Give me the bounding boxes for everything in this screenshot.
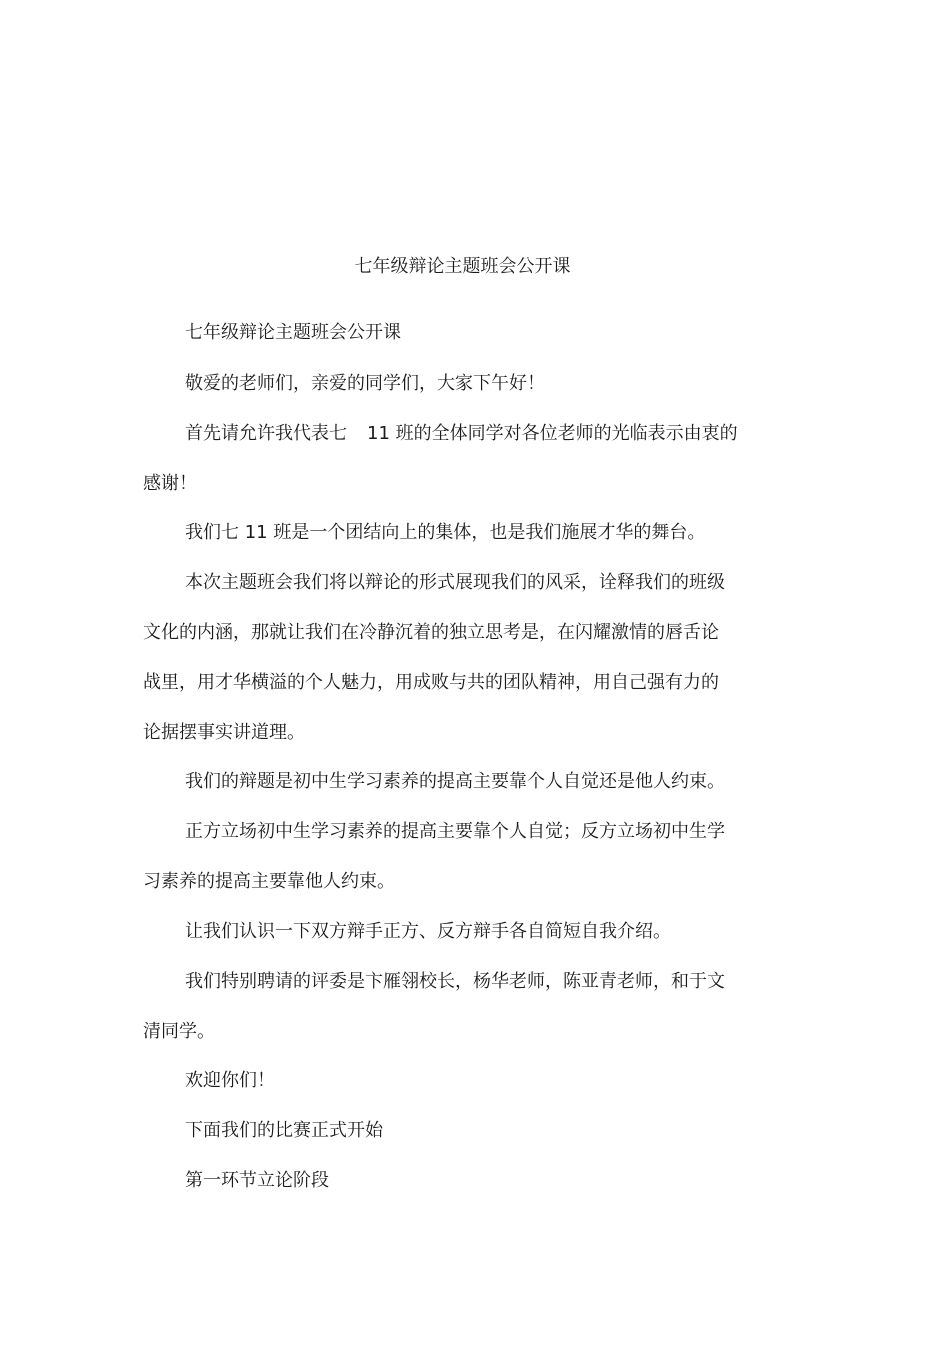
paragraph-line: 本次主题班会我们将以辩论的形式展现我们的风采，诠释我们的班级 (185, 572, 725, 593)
paragraph-line: 让我们认识一下双方辩手正方、反方辩手各自简短自我介绍。 (185, 921, 671, 942)
paragraph-line: 我们七 11 班是一个团结向上的集体，也是我们施展才华的舞台。 (185, 522, 706, 543)
text-segment: 首先请允许我代表七 (185, 423, 347, 444)
paragraph-line: 欢迎你们！ (185, 1070, 275, 1091)
paragraph-line (143, 421, 825, 447)
paragraph-line: 第一环节立论阶段 (185, 1170, 329, 1191)
paragraph-line: 感谢！ (143, 473, 197, 494)
paragraph-line: 敬爱的老师们，亲爱的同学们，大家下午好！ (185, 373, 545, 394)
document-title: 七年级辩论主题班会公开课 (354, 256, 571, 277)
paragraph-line: 我们特别聘请的评委是卞雁翎校长，杨华老师，陈亚青老师，和于文 (185, 971, 725, 992)
paragraph-line: 战里，用才华横溢的个人魅力，用成败与共的团队精神，用自己强有力的 (143, 672, 719, 693)
paragraph-line: 清同学。 (143, 1021, 215, 1042)
paragraph-line: 我们的辩题是初中生学习素养的提高主要靠个人自觉还是他人约束。 (185, 771, 725, 792)
paragraph-line: 论据摆事实讲道理。 (143, 722, 305, 743)
text-segment: 11 班的全体同学对各位老师的光临表示由衷的 (367, 423, 738, 444)
paragraph-line: 下面我们的比赛正式开始 (185, 1120, 383, 1141)
paragraph-line: 七年级辩论主题班会公开课 (185, 322, 401, 343)
paragraph-line: 正方立场初中生学习素养的提高主要靠个人自觉；反方立场初中生学 (185, 821, 725, 842)
paragraph-line: 习素养的提高主要靠他人约束。 (143, 871, 395, 892)
paragraph-line: 文化的内涵，那就让我们在冷静沉着的独立思考是，在闪耀激情的唇舌论 (143, 622, 719, 643)
